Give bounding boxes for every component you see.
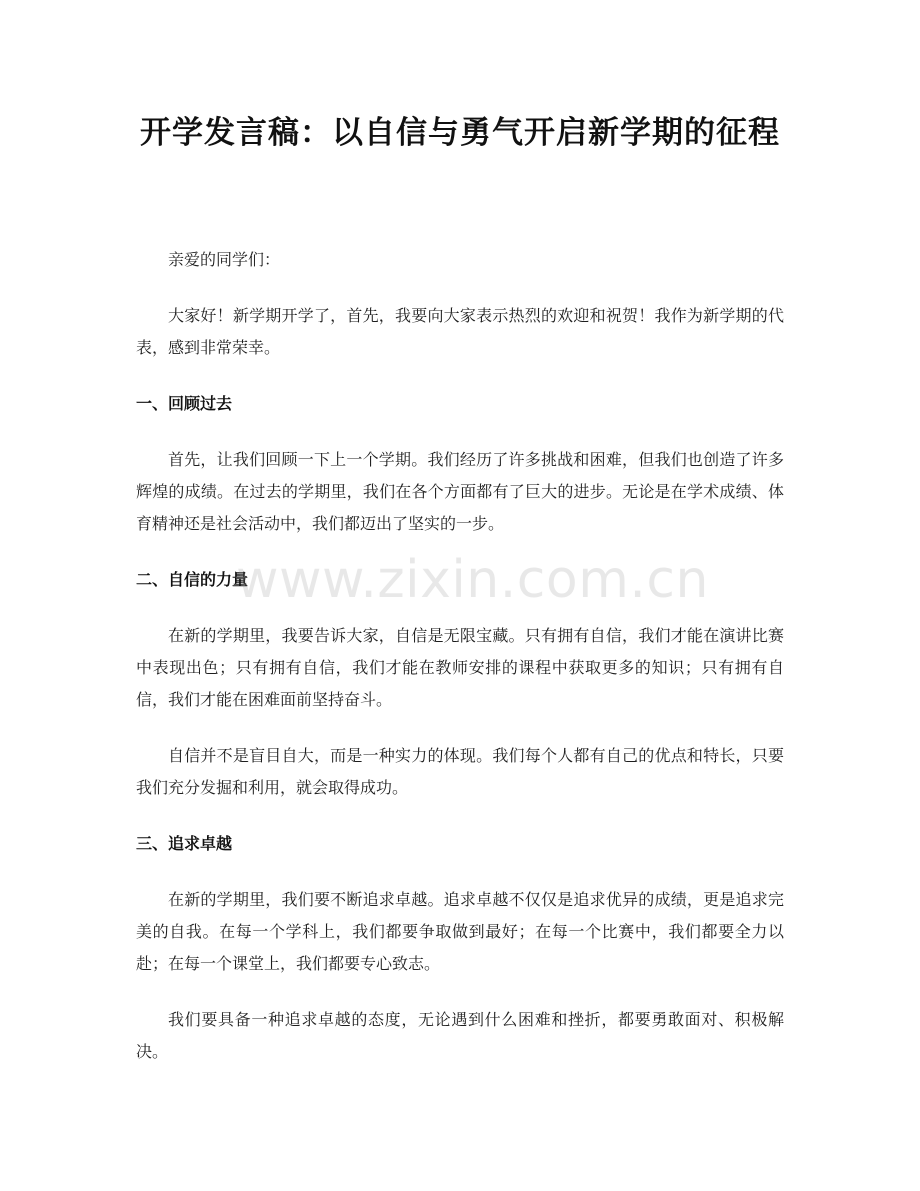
section-heading-review: 一、回顾过去	[136, 394, 233, 413]
confidence-paragraph-1: 在新的学期里，我要告诉大家，自信是无限宝藏。只有拥有自信，我们才能在演讲比赛中表现出色；只有拥有自信，我们才能在教师安排的课程中获取更多的知识；只有拥有自信，我们才能在困难面前坚持奋斗。	[136, 626, 784, 709]
intro-paragraph: 大家好！新学期开学了，首先，我要向大家表示热烈的欢迎和祝贺！我作为新学期的代表，感到非常荣幸。	[136, 306, 784, 357]
excellence-paragraph-2: 我们要具备一种追求卓越的态度，无论遇到什么困难和挫折，都要勇敢面对、积极解决。	[136, 1010, 784, 1061]
document-title: 开学发言稿：以自信与勇气开启新学期的征程	[140, 115, 780, 151]
confidence-paragraph-2: 自信并不是盲目自大，而是一种实力的体现。我们每个人都有自己的优点和特长，只要我们充分发掘和利用，就会取得成功。	[136, 746, 784, 797]
document-body	[136, 244, 784, 1092]
watermark: www.zixin.com.cn	[236, 550, 709, 610]
greeting-paragraph: 亲爱的同学们：	[168, 250, 281, 269]
section-heading-excellence: 三、追求卓越	[136, 834, 233, 853]
excellence-paragraph-1: 在新的学期里，我们要不断追求卓越。追求卓越不仅仅是追求优异的成绩，更是追求完美的自我。在每一个学科上，我们都要争取做到最好；在每一个比赛中，我们都要全力以赴；在每一个课堂上，我们都要专心致志。	[136, 890, 784, 973]
section-heading-confidence: 二、自信的力量	[136, 570, 249, 589]
review-paragraph: 首先，让我们回顾一下上一个学期。我们经历了许多挑战和困难，但我们也创造了许多辉煌的成绩。在过去的学期里，我们在各个方面都有了巨大的进步。无论是在学术成绩、体育精神还是社会活动中，我们都迈出了坚实的一步。	[136, 450, 784, 533]
